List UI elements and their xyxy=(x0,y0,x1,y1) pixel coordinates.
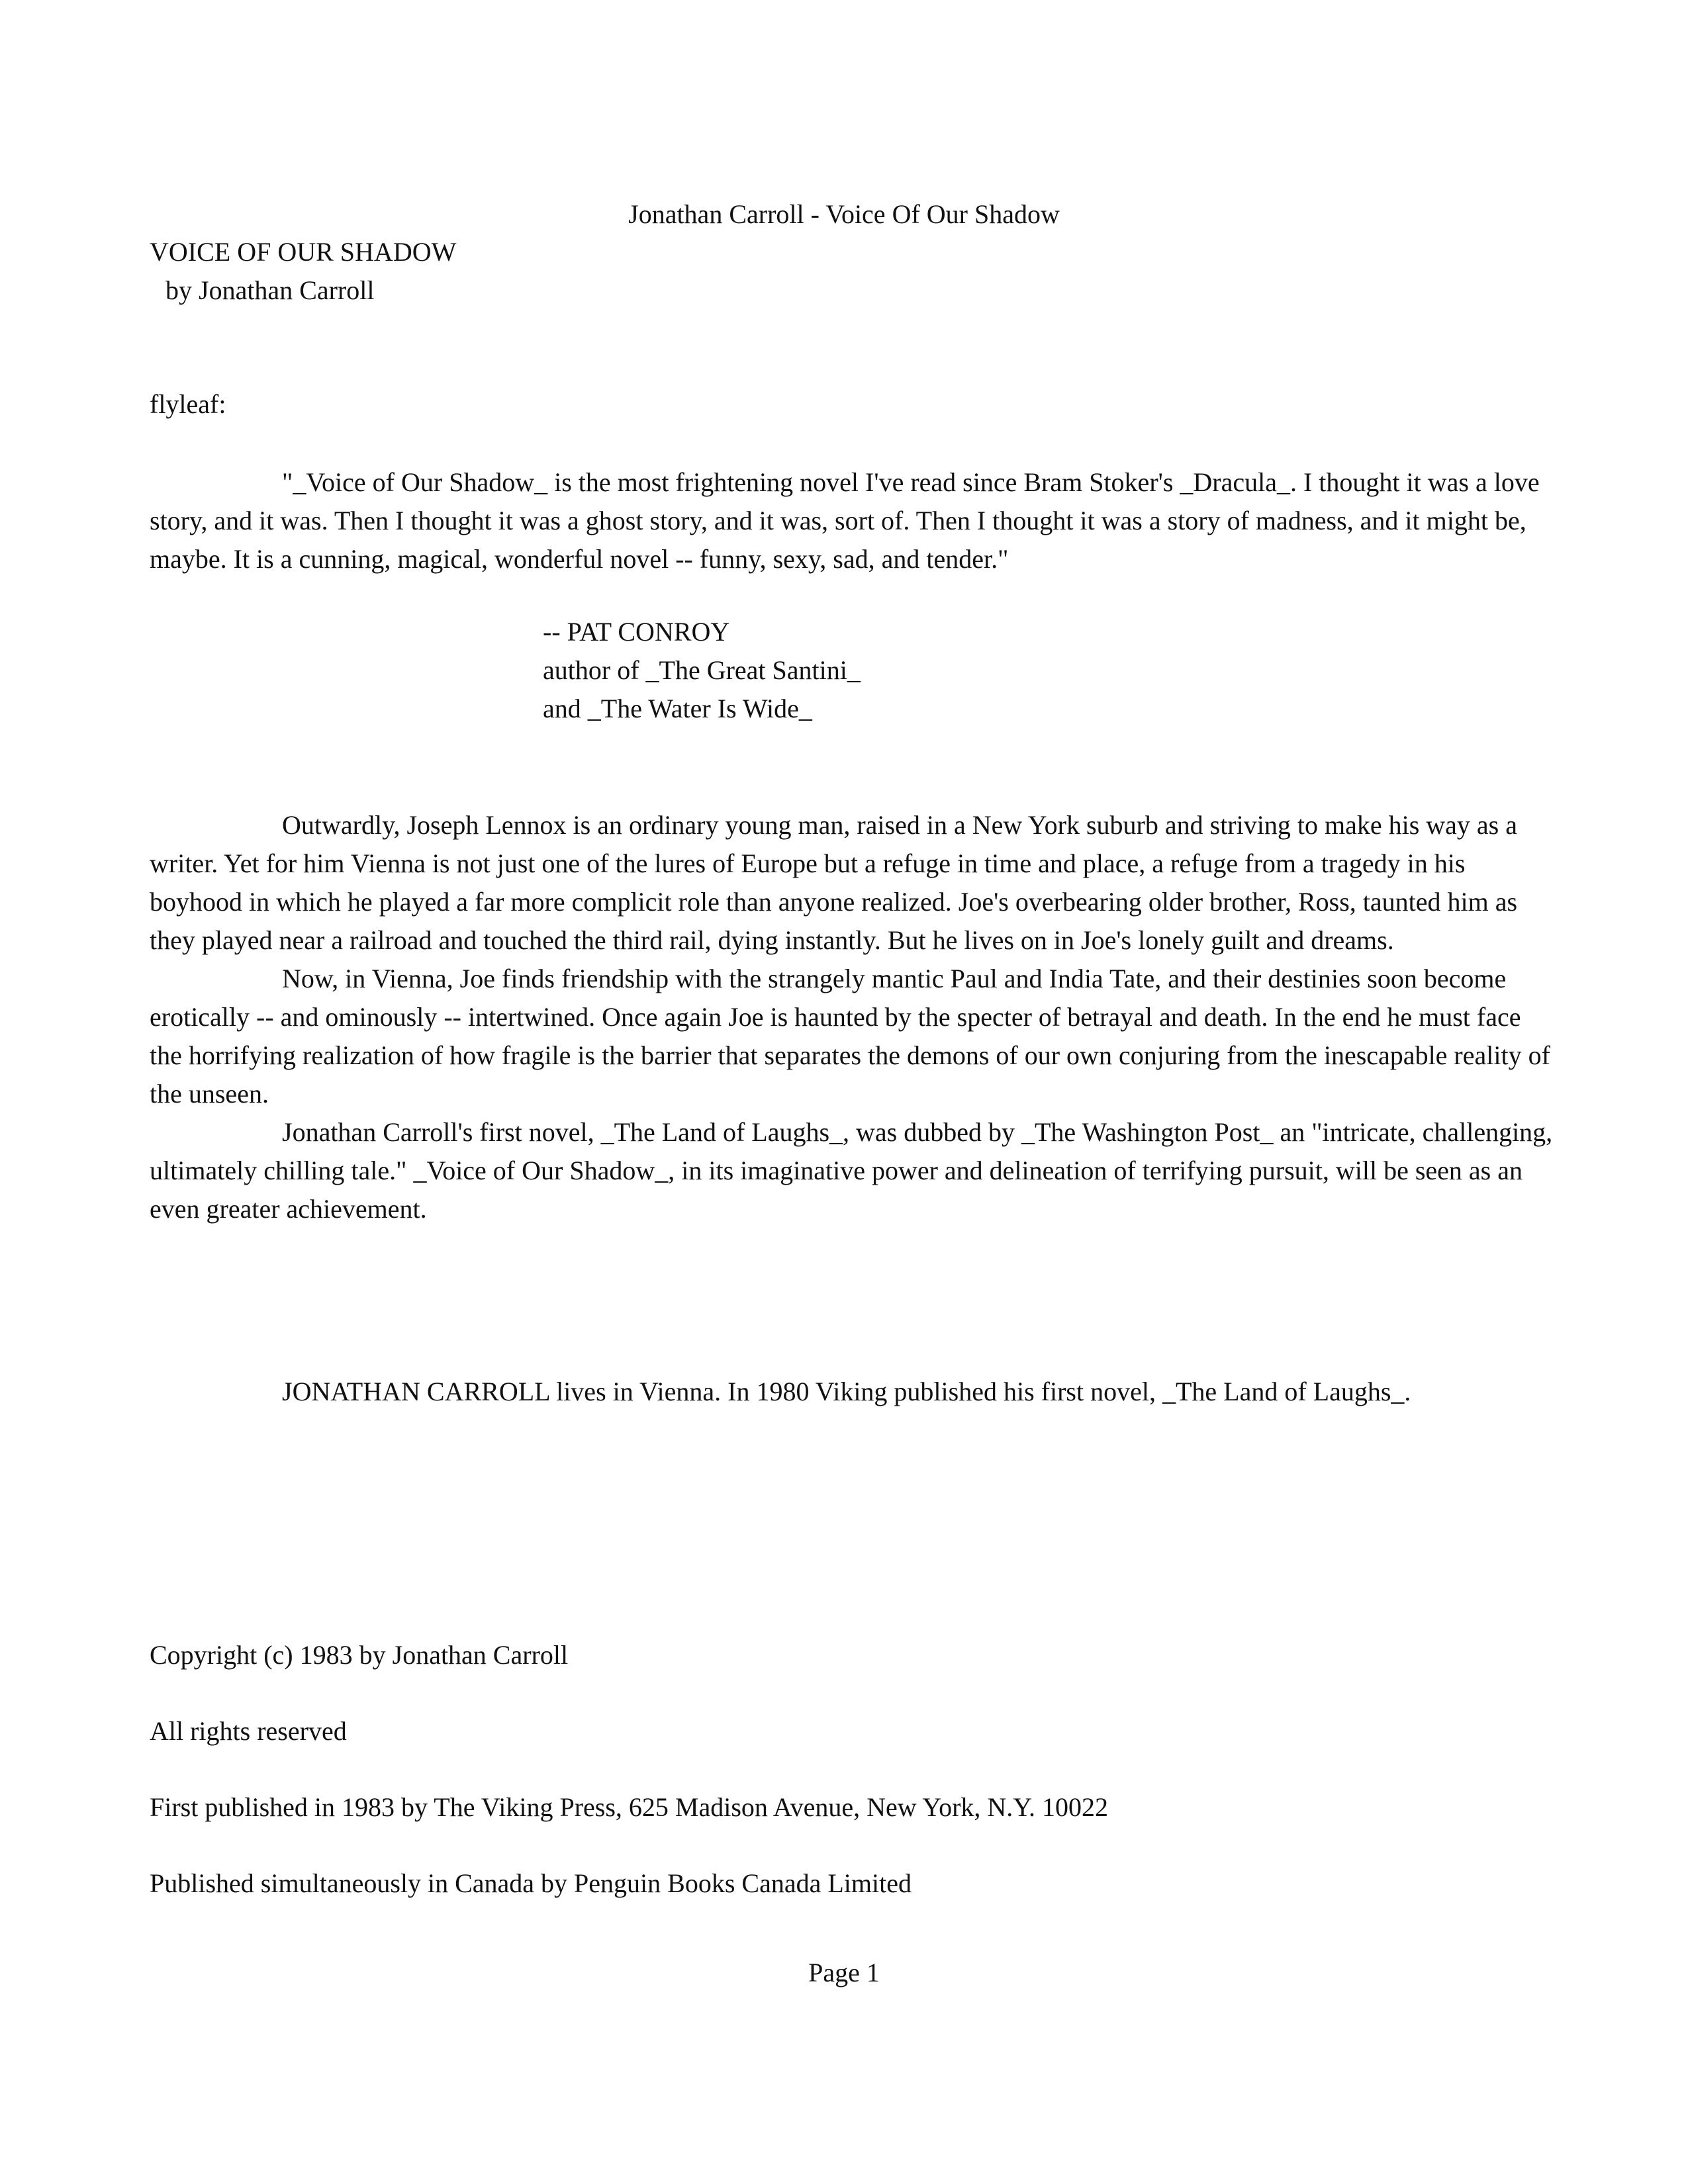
book-description xyxy=(150,806,1553,1228)
flyleaf-quote: "_Voice of Our Shadow_ is the most frightening novel I've read since Bram Stoker's _Dracula_. I thought it was a love story, and it was. Then I thought it was a ghost story, and it was, sort of. Then I thought it was a story of madness, and it might be, maybe. It is a cunning, magical, wonderful novel -- funny, sexy, sad, and tender." xyxy=(150,467,1540,574)
attribution-line: and _The Water Is Wide_ xyxy=(543,694,812,723)
book-title: VOICE OF OUR SHADOW xyxy=(150,237,457,267)
description-paragraph: Now, in Vienna, Joe finds friendship with the strangely mantic Paul and India Tate, and their destinies soon become erotically -- and ominously -- intertwined. Once again Joe is haunted by the specter of betrayal and death. In the end he must face the horrifying realization of how fragile is the barrier that separates the demons of our own conjuring from the inescapable reality of the unseen. xyxy=(150,964,1550,1109)
running-header: Jonathan Carroll - Voice Of Our Shadow xyxy=(628,199,1060,229)
canada-line: Published simultaneously in Canada by Penguin Books Canada Limited xyxy=(150,1868,912,1898)
description-paragraph: Outwardly, Joseph Lennox is an ordinary young man, raised in a New York suburb and striving to make his way as a writer. Yet for him Vienna is not just one of the lures of Europe but a refuge in time and place, a refuge from a tragedy in his boyhood in which he played a far more complicit role than anyone realized. Joe's overbearing older brother, Ross, taunted him as they played near a railroad and touched the third rail, dying instantly. But he lives on in Joe's lonely guilt and dreams. xyxy=(150,810,1518,955)
page-number: Page 1 xyxy=(808,1958,880,1987)
description-paragraph: Jonathan Carroll's first novel, _The Land of Laughs_, was dubbed by _The Washington Post_ an "intricate, challenging, ultimately chilling tale." _Voice of Our Shadow_, in its imaginative power and delineation of terrifying pursuit, will be seen as an even greater achievement. xyxy=(150,1117,1553,1224)
publication-line: First published in 1983 by The Viking Press, 625 Madison Avenue, New York, N.Y. 10022 xyxy=(150,1792,1109,1822)
author-bio: JONATHAN CARROLL lives in Vienna. In 1980 Viking published his first novel, _The Land of Laughs_. xyxy=(282,1377,1411,1406)
attribution-line: -- PAT CONROY xyxy=(543,617,730,647)
title-block xyxy=(150,233,1553,310)
copyright-block xyxy=(150,1636,1553,1940)
rights-line: All rights reserved xyxy=(150,1716,347,1746)
byline: by Jonathan Carroll xyxy=(165,275,375,305)
copyright-line: Copyright (c) 1983 by Jonathan Carroll xyxy=(150,1640,569,1670)
flyleaf-label: flyleaf: xyxy=(150,389,226,419)
quote-attribution xyxy=(543,613,861,728)
attribution-line: author of _The Great Santini_ xyxy=(543,655,861,685)
